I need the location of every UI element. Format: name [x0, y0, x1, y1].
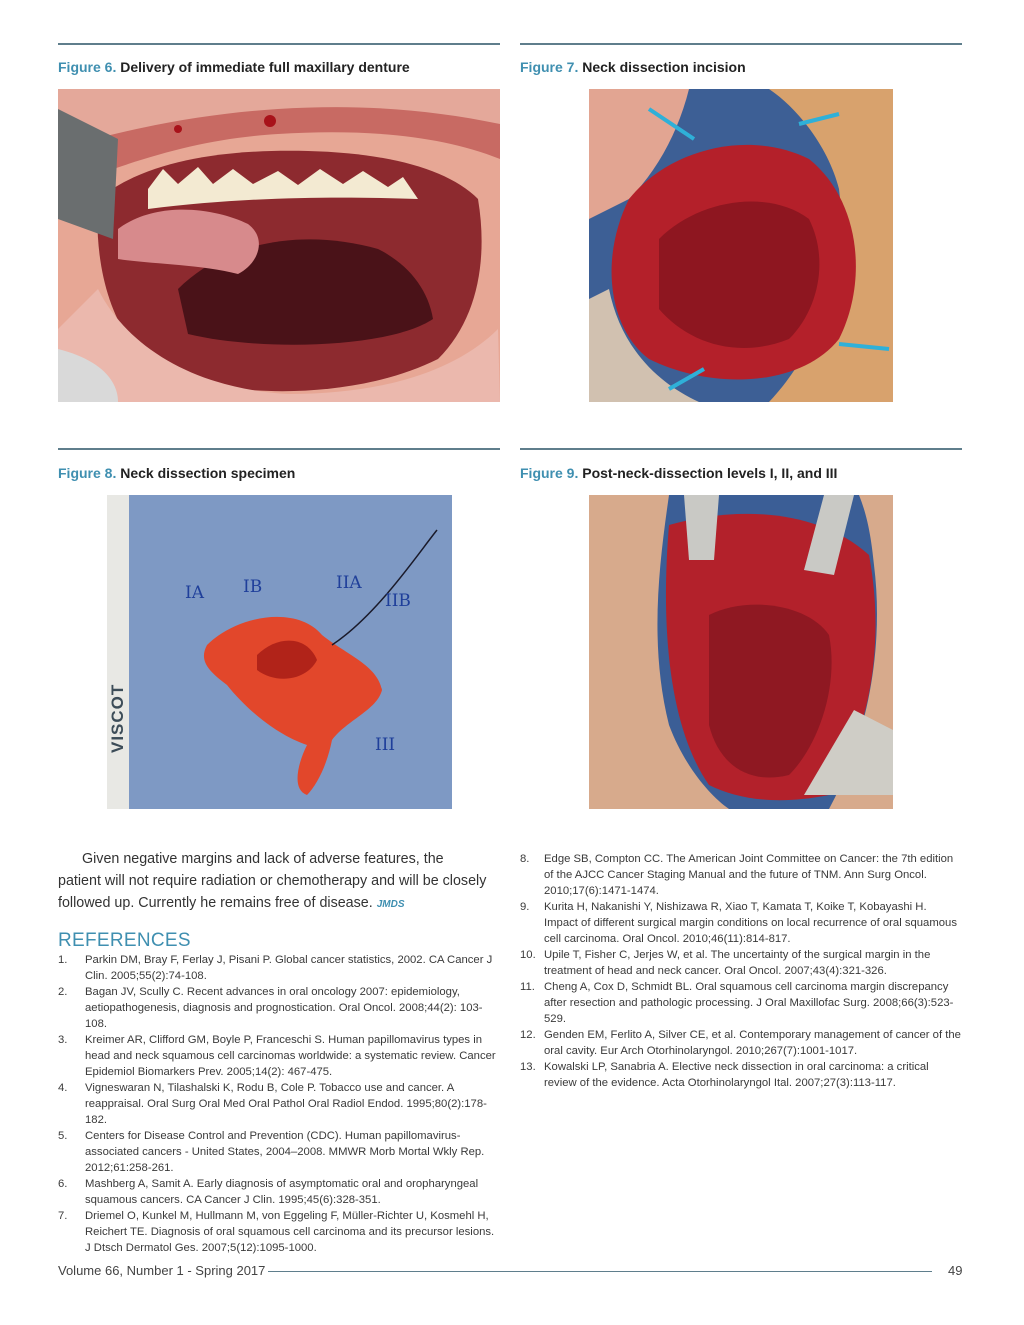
- references-heading: REFERENCES: [58, 930, 191, 951]
- reference-item: [520, 1027, 962, 1059]
- reference-text: Cheng A, Cox D, Schmidt BL. Oral squamous cell carcinoma margin discrepancy after resection and pathologic processing. J Oral Maxillofac Surg. 2008;66(3):523-529.: [544, 981, 954, 1025]
- rule-top-left: [58, 43, 500, 45]
- figure-6-title: Delivery of immediate full maxillary denture: [120, 59, 410, 75]
- reference-item: [520, 899, 962, 947]
- specimen-label-iii: III: [375, 735, 396, 755]
- reference-item: [520, 979, 962, 1027]
- figure-9-title: Post-neck-dissection levels I, II, and III: [582, 465, 838, 481]
- figure-8-number: Figure 8.: [58, 465, 117, 481]
- figure-8-photo: [107, 495, 452, 809]
- reference-number: 2.: [58, 986, 68, 998]
- figure-6-number: Figure 6.: [58, 59, 117, 75]
- specimen-label-iia: IIA: [336, 573, 362, 593]
- reference-number: 9.: [520, 901, 530, 913]
- reference-text: Mashberg A, Samit A. Early diagnosis of asymptomatic oral and oropharyngeal squamous cancers. CA Cancer J Clin. 1995;45(6):328-351.: [85, 1178, 479, 1206]
- figure-7-caption: [520, 59, 746, 75]
- reference-text: Kreimer AR, Clifford GM, Boyle P, Franceschi S. Human papillomavirus types in head and neck squamous cell carcinomas worldwide: a systematic review. Cancer Epidemiol Biomarkers Prev. 2005;14(2): 467-475.: [85, 1034, 496, 1078]
- reference-item: [58, 984, 498, 1032]
- reference-text: Driemel O, Kunkel M, Hullmann M, von Eggeling F, Müller-Richter U, Kosmehl H, Reichert TE. Diagnosis of oral squamous cell carcinoma and its precursor lesions. J Dtsch Dermatol Ges. 2007;5(12):1095-1000.: [85, 1210, 495, 1254]
- reference-item: [58, 1080, 498, 1128]
- figure-8-title: Neck dissection specimen: [120, 465, 296, 481]
- reference-text: Edge SB, Compton CC. The American Joint Committee on Cancer: the 7th edition of the AJCC Cancer Staging Manual and the future of TNM. Ann Surg Oncol. 2010;17(6):1471-1474.: [544, 853, 954, 897]
- reference-item: [520, 851, 962, 899]
- reference-number: 11.: [520, 981, 535, 993]
- footer-rule: [268, 1271, 932, 1272]
- rule-mid-right: [520, 448, 962, 450]
- figure-6-caption: [58, 59, 410, 75]
- rule-top-right: [520, 43, 962, 45]
- figure-8-caption: [58, 465, 295, 481]
- reference-text: Bagan JV, Scully C. Recent advances in oral oncology 2007: epidemiology, aetiopathogenesis, diagnosis and prognostication. Oral Oncol. 2008;44(2): 103-108.: [85, 986, 483, 1030]
- reference-number: 12.: [520, 1029, 536, 1041]
- reference-number: 8.: [520, 853, 530, 865]
- jmds-end-mark: JMDS: [376, 899, 405, 910]
- page-number: 49: [948, 1263, 963, 1278]
- reference-item: [58, 1128, 498, 1176]
- figure-9-caption: [520, 465, 837, 481]
- reference-number: 1.: [58, 954, 68, 966]
- ruler-brand-text: VISCOT: [108, 683, 127, 753]
- reference-item: [58, 1032, 498, 1080]
- reference-text: Kowalski LP, Sanabria A. Elective neck dissection in oral carcinoma: a critical review of the evidence. Acta Otorhinolaryngol Ital. 2007;27(3):113-117.: [544, 1061, 929, 1089]
- reference-item: [58, 1176, 498, 1208]
- reference-text: Kurita H, Nakanishi Y, Nishizawa R, Xiao T, Kamata T, Koike T, Kobayashi H. Impact of different surgical margin conditions on local recurrence of oral squamous cell carcinoma. Oral Oncol. 2010;46(11):814-817.: [544, 901, 957, 945]
- reference-number: 10.: [520, 949, 536, 961]
- reference-number: 5.: [58, 1130, 68, 1142]
- reference-item: [520, 1059, 962, 1091]
- reference-text: Parkin DM, Bray F, Ferlay J, Pisani P. Global cancer statistics, 2002. CA Cancer J Clin. 2005;55(2):74-108.: [85, 954, 493, 982]
- figure-7-title: Neck dissection incision: [582, 59, 746, 75]
- reference-item: [520, 947, 962, 979]
- figure-7-number: Figure 7.: [520, 59, 579, 75]
- rule-mid-left: [58, 448, 500, 450]
- closing-paragraph-text: Given negative margins and lack of adverse features, the patient will not require radiation or chemotherapy and will be closely followed up. Currently he remains free of disease.: [58, 851, 487, 911]
- reference-number: 6.: [58, 1178, 68, 1190]
- reference-number: 3.: [58, 1034, 68, 1046]
- reference-item: [58, 1208, 498, 1256]
- reference-number: 7.: [58, 1210, 68, 1222]
- reference-number: 13.: [520, 1061, 536, 1073]
- specimen-label-ia: IA: [185, 583, 204, 603]
- specimen-label-iib: IIB: [385, 591, 411, 611]
- reference-item: [58, 952, 498, 984]
- figure-9-photo: [589, 495, 893, 809]
- reference-number: 4.: [58, 1082, 68, 1094]
- references-list-left: [58, 952, 498, 1256]
- figure-9-number: Figure 9.: [520, 465, 579, 481]
- footer-journal-issue: Volume 66, Number 1 - Spring 2017: [58, 1263, 266, 1278]
- reference-text: Centers for Disease Control and Prevention (CDC). Human papillomavirus-associated cancers - United States, 2004–2008. MMWR Morb Mortal Wkly Rep. 2012;61:258-261.: [85, 1130, 485, 1174]
- references-list-right: [520, 851, 962, 1091]
- specimen-label-ib: IB: [243, 577, 263, 597]
- reference-text: Vigneswaran N, Tilashalski K, Rodu B, Cole P. Tobacco use and cancer. A reappraisal. Oral Surg Oral Med Oral Pathol Oral Radiol Endod. 1995;80(2):178-182.: [85, 1082, 487, 1126]
- reference-text: Genden EM, Ferlito A, Silver CE, et al. Contemporary management of cancer of the oral cavity. Eur Arch Otorhinolaryngol. 2010;267(7):1001-1017.: [544, 1029, 961, 1057]
- reference-text: Upile T, Fisher C, Jerjes W, et al. The uncertainty of the surgical margin in the treatment of head and neck cancer. Oral Oncol. 2007;43(4):321-326.: [544, 949, 931, 977]
- closing-paragraph: [58, 848, 490, 916]
- figure-6-photo: [58, 89, 500, 402]
- figure-7-photo: [589, 89, 893, 402]
